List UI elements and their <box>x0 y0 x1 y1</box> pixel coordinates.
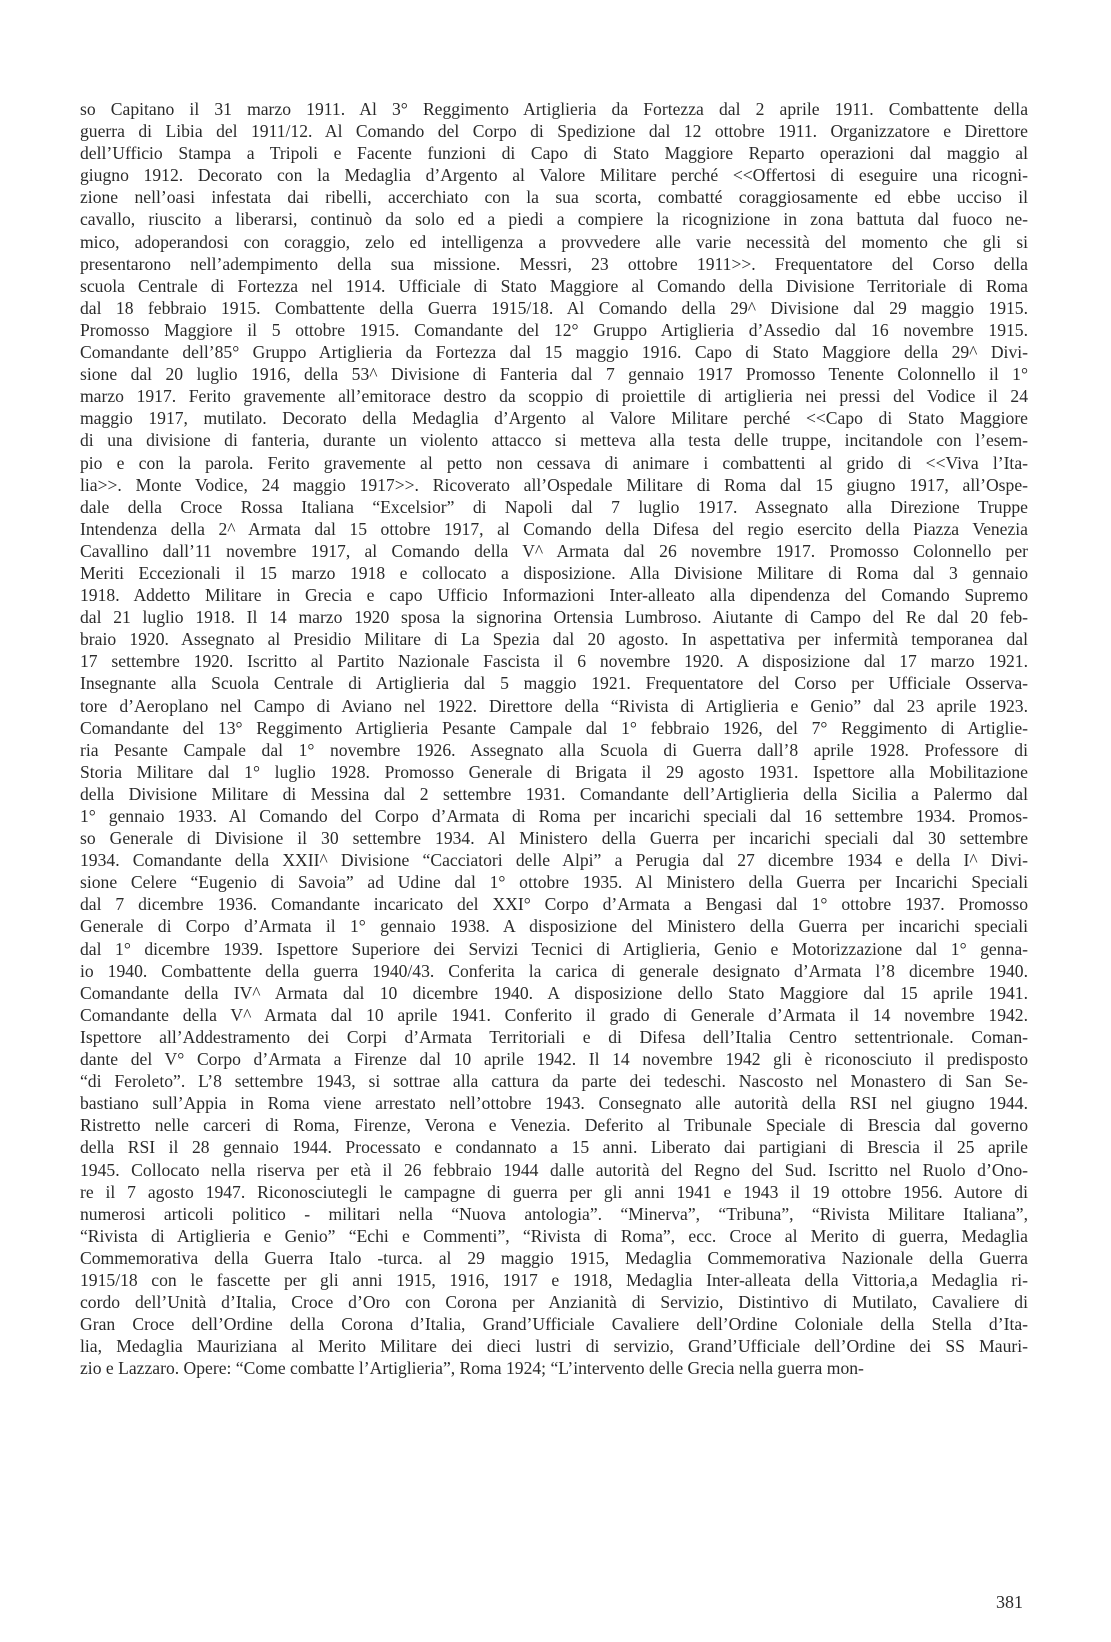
text-line: dal 1° dicembre 1939. Ispettore Superiore dei Servizi Tecnici di Artiglieria, Genio e Motorizzazione dal 1° genna- <box>80 938 1028 959</box>
text-line: 1934. Comandante della XXII^ Divisione “Cacciatori delle Alpi” a Perugia dal 27 dicembre 1934 e della I^ Divi- <box>80 850 1028 871</box>
text-line: dell’Ufficio Stampa a Tripoli e Facente funzioni di Capo di Stato Maggiore Reparto operazioni dal maggio al <box>80 143 1028 164</box>
text-line: zione nell’oasi infestata dai ribelli, accerchiato con la sua scorta, combatté coraggiosamente ed ebbe ucciso il <box>80 187 1028 208</box>
text-line: Ristretto nelle carceri di Roma, Firenze, Verona e Venezia. Deferito al Tribunale Speciale di Brescia dal governo <box>80 1115 1028 1136</box>
text-line: dal 7 dicembre 1936. Comandante incaricato del XXI° Corpo d’Armata a Bengasi dal 1° ottobre 1937. Promosso <box>80 894 1028 915</box>
text-line: 1° gennaio 1933. Al Comando del Corpo d’Armata di Roma per incarichi speciali dal 16 settembre 1934. Promos- <box>80 806 1028 826</box>
text-line: dante del V° Corpo d’Armata a Firenze dal 10 aprile 1942. Il 14 novembre 1942 gli è riconosciuto il predisposto <box>80 1049 1028 1070</box>
text-line: lia>>. Monte Vodice, 24 maggio 1917>>. Ricoverato all’Ospedale Militare di Roma dal 15 giugno 1917, all’Ospe- <box>80 474 1028 495</box>
text-line: braio 1920. Assegnato al Presidio Militare di La Spezia dal 20 agosto. In aspettativa per infermità temporanea dal <box>80 629 1028 650</box>
text-line: re il 7 agosto 1947. Riconosciutegli le campagne di guerra per gli anni 1941 e 1943 il 19 ottobre 1956. Autore di <box>80 1181 1028 1202</box>
text-line: Insegnante alla Scuola Centrale di Artiglieria dal 5 maggio 1921. Frequentatore del Corso per Ufficiale Osserva- <box>80 673 1028 694</box>
text-line: Generale di Corpo d’Armata il 1° gennaio 1938. A disposizione del Ministero della Guerra per incarichi speciali <box>80 916 1028 937</box>
text-line: di una divisione di fanteria, durante un violento attacco si metteva alla testa delle truppe, incitandole con l’esem- <box>80 430 1028 451</box>
text-line: Cavallino dall’11 novembre 1917, al Comando della V^ Armata dal 26 novembre 1917. Promosso Colonnello per <box>80 540 1028 561</box>
text-line: Storia Militare dal 1° luglio 1928. Promosso Generale di Brigata il 29 agosto 1931. Ispettore alla Mobilitazione <box>80 761 1028 782</box>
text-line: della Divisione Militare di Messina dal 2 settembre 1931. Comandante dell’Artiglieria della Sicilia a Palermo dal <box>80 783 1028 804</box>
text-line: dal 21 luglio 1918. Il 14 marzo 1920 sposa la signorina Ortensia Lumbroso. Aiutante di Campo del Re dal 20 feb- <box>80 607 1028 628</box>
text-line: della RSI il 28 gennaio 1944. Processato e condannato a 15 anni. Liberato dai partigiani di Brescia il 25 aprile <box>80 1137 1028 1158</box>
text-line: numerosi articoli politico - militari nella “Nuova antologia”. “Minerva”, “Tribuna”, “Rivista Militare Italiana”, <box>80 1203 1028 1224</box>
text-line: giugno 1912. Decorato con la Medaglia d’Argento al Valore Militare perché <<Offertosi di eseguire una ricogni- <box>80 165 1028 186</box>
text-line: tore d’Aeroplano nel Campo di Aviano nel 1922. Direttore della “Rivista di Artiglieria e Genio” dal 23 aprile 1923. <box>80 695 1028 716</box>
text-line: so Capitano il 31 marzo 1911. Al 3° Reggimento Artiglieria da Fortezza dal 2 aprile 1911. Combattente della <box>80 99 1028 119</box>
text-line: “Rivista di Artiglieria e Genio” “Echi e Commenti”, “Rivista di Roma”, ecc. Croce al Merito di guerra, Medaglia <box>80 1225 1028 1246</box>
text-line: Intendenza della 2^ Armata dal 15 ottobre 1917, al Comando della Difesa del regio esercito della Piazza Venezia <box>80 518 1028 539</box>
text-line: lia, Medaglia Mauriziana al Merito Militare dei dieci lustri di servizio, Grand’Ufficiale dell’Ordine dei SS Mauri- <box>80 1336 1028 1357</box>
text-line: “di Feroleto”. L’8 settembre 1943, si sottrae alla cattura da parte dei tedeschi. Nascosto nel Monastero di San Se- <box>80 1071 1028 1092</box>
text-line: presentarono nell’adempimento della sua missione. Messri, 23 ottobre 1911>>. Frequentatore del Corso della <box>80 253 1028 274</box>
text-line: 1915/18 con le fascette per gli anni 1915, 1916, 1917 e 1918, Medaglia Inter-alleata della Vittoria,a Medaglia ri- <box>80 1269 1028 1290</box>
text-line: mico, adoperandosi con coraggio, zelo ed intelligenza a provvedere alle varie necessità del momento che gli si <box>80 231 1028 252</box>
text-line: Gran Croce dell’Ordine della Corona d’Italia, Grand’Ufficiale Cavaliere dell’Ordine Coloniale della Stella d’Ita- <box>80 1314 1028 1335</box>
text-line: marzo 1917. Ferito gravemente all’emitorace destro da scoppio di proiettile di artiglieria nei pressi del Vodice il 24 <box>80 386 1028 407</box>
text-line: Commemorativa della Guerra Italo -turca. al 29 maggio 1915, Medaglia Commemorativa Nazionale della Guerra <box>80 1247 1028 1268</box>
text-line: io 1940. Combattente della guerra 1940/43. Conferita la carica di generale designato d’Armata l’8 dicembre 1940. <box>80 960 1028 981</box>
text-line: sione dal 20 luglio 1916, della 53^ Divisione di Fanteria dal 7 gennaio 1917 Promosso Tenente Colonnello il 1° <box>80 364 1028 385</box>
text-line: 1918. Addetto Militare in Grecia e capo Ufficio Informazioni Inter-alleato alla dipendenza del Comando Supremo <box>80 585 1028 606</box>
text-line: bastiano sull’Appia in Roma viene arrestato nell’ottobre 1943. Consegnato alle autorità della RSI nel giugno 1944. <box>80 1093 1028 1114</box>
text-line: Comandante della V^ Armata dal 10 aprile 1941. Conferito il grado di Generale d’Armata il 14 novembre 1942. <box>80 1004 1028 1025</box>
text-line: Meriti Eccezionali il 15 marzo 1918 e collocato a disposizione. Alla Divisione Militare di Roma dal 3 gennaio <box>80 562 1028 583</box>
text-line: 17 settembre 1920. Iscritto al Partito Nazionale Fascista il 6 novembre 1920. A disposizione dal 17 marzo 1921. <box>80 651 1028 672</box>
text-line: maggio 1917, mutilato. Decorato della Medaglia d’Argento al Valore Militare perché <<Capo di Stato Maggiore <box>80 408 1028 429</box>
text-line: Ispettore all’Addestramento dei Corpi d’Armata Territoriali e di Difesa dell’Italia Centro settentrionale. Coman- <box>80 1026 1028 1047</box>
text-line: Promosso Maggiore il 5 ottobre 1915. Comandante del 12° Gruppo Artiglieria d’Assedio dal 16 novembre 1915. <box>80 319 1028 340</box>
text-line: Comandante della IV^ Armata dal 10 dicembre 1940. A disposizione dello Stato Maggiore dal 15 aprile 1941. <box>80 982 1028 1003</box>
text-line: scuola Centrale di Fortezza nel 1914. Ufficiale di Stato Maggiore al Comando della Divisione Territoriale di Roma <box>80 275 1028 296</box>
text-line: pio e con la parola. Ferito gravemente al petto non cessava di animare i combattenti al grido di <<Viva l’Ita- <box>80 452 1028 473</box>
text-line: zio e Lazzaro. Opere: “Come combatte l’Artiglieria”, Roma 1924; “L’intervento delle Grecia nella guerra mon- <box>80 1358 864 1379</box>
text-line: dale della Croce Rossa Italiana “Excelsior” di Napoli dal 7 luglio 1917. Assegnato alla Direzione Truppe <box>80 496 1028 517</box>
text-line: ria Pesante Campale dal 1° novembre 1926. Assegnato alla Scuola di Guerra dall’8 aprile 1928. Professore di <box>80 739 1028 760</box>
text-line: cordo dell’Unità d’Italia, Croce d’Oro con Corona per Anzianità di Servizio, Distintivo di Mutilato, Cavaliere di <box>80 1292 1028 1313</box>
text-line: Comandante del 13° Reggimento Artiglieria Pesante Campale dal 1° febbraio 1926, del 7° Reggimento di Artiglie- <box>80 717 1028 738</box>
text-line: guerra di Libia del 1911/12. Al Comando del Corpo di Spedizione dal 12 ottobre 1911. Organizzatore e Direttore <box>80 121 1028 142</box>
text-line: 1945. Collocato nella riserva per età il 26 febbraio 1944 dalle autorità del Regno del Sud. Iscritto nel Ruolo d’Ono- <box>80 1159 1028 1180</box>
body-text <box>80 98 1028 1379</box>
text-line: Comandante dell’85° Gruppo Artiglieria da Fortezza dal 15 maggio 1916. Capo di Stato Maggiore della 29^ Divi- <box>80 342 1028 363</box>
text-line: cavallo, riuscito a liberarsi, continuò da solo ed a piedi a compiere la ricognizione in zona battuta dal fuoco ne- <box>80 209 1028 230</box>
text-line: so Generale di Divisione il 30 settembre 1934. Al Ministero della Guerra per incarichi speciali dal 30 settembre <box>80 828 1028 849</box>
text-line: dal 18 febbraio 1915. Combattente della Guerra 1915/18. Al Comando della 29^ Divisione dal 29 maggio 1915. <box>80 297 1028 318</box>
page-number: 381 <box>996 1592 1023 1612</box>
text-line: sione Celere “Eugenio di Savoia” ad Udine dal 1° ottobre 1935. Al Ministero della Guerra per Incarichi Speciali <box>80 872 1028 893</box>
